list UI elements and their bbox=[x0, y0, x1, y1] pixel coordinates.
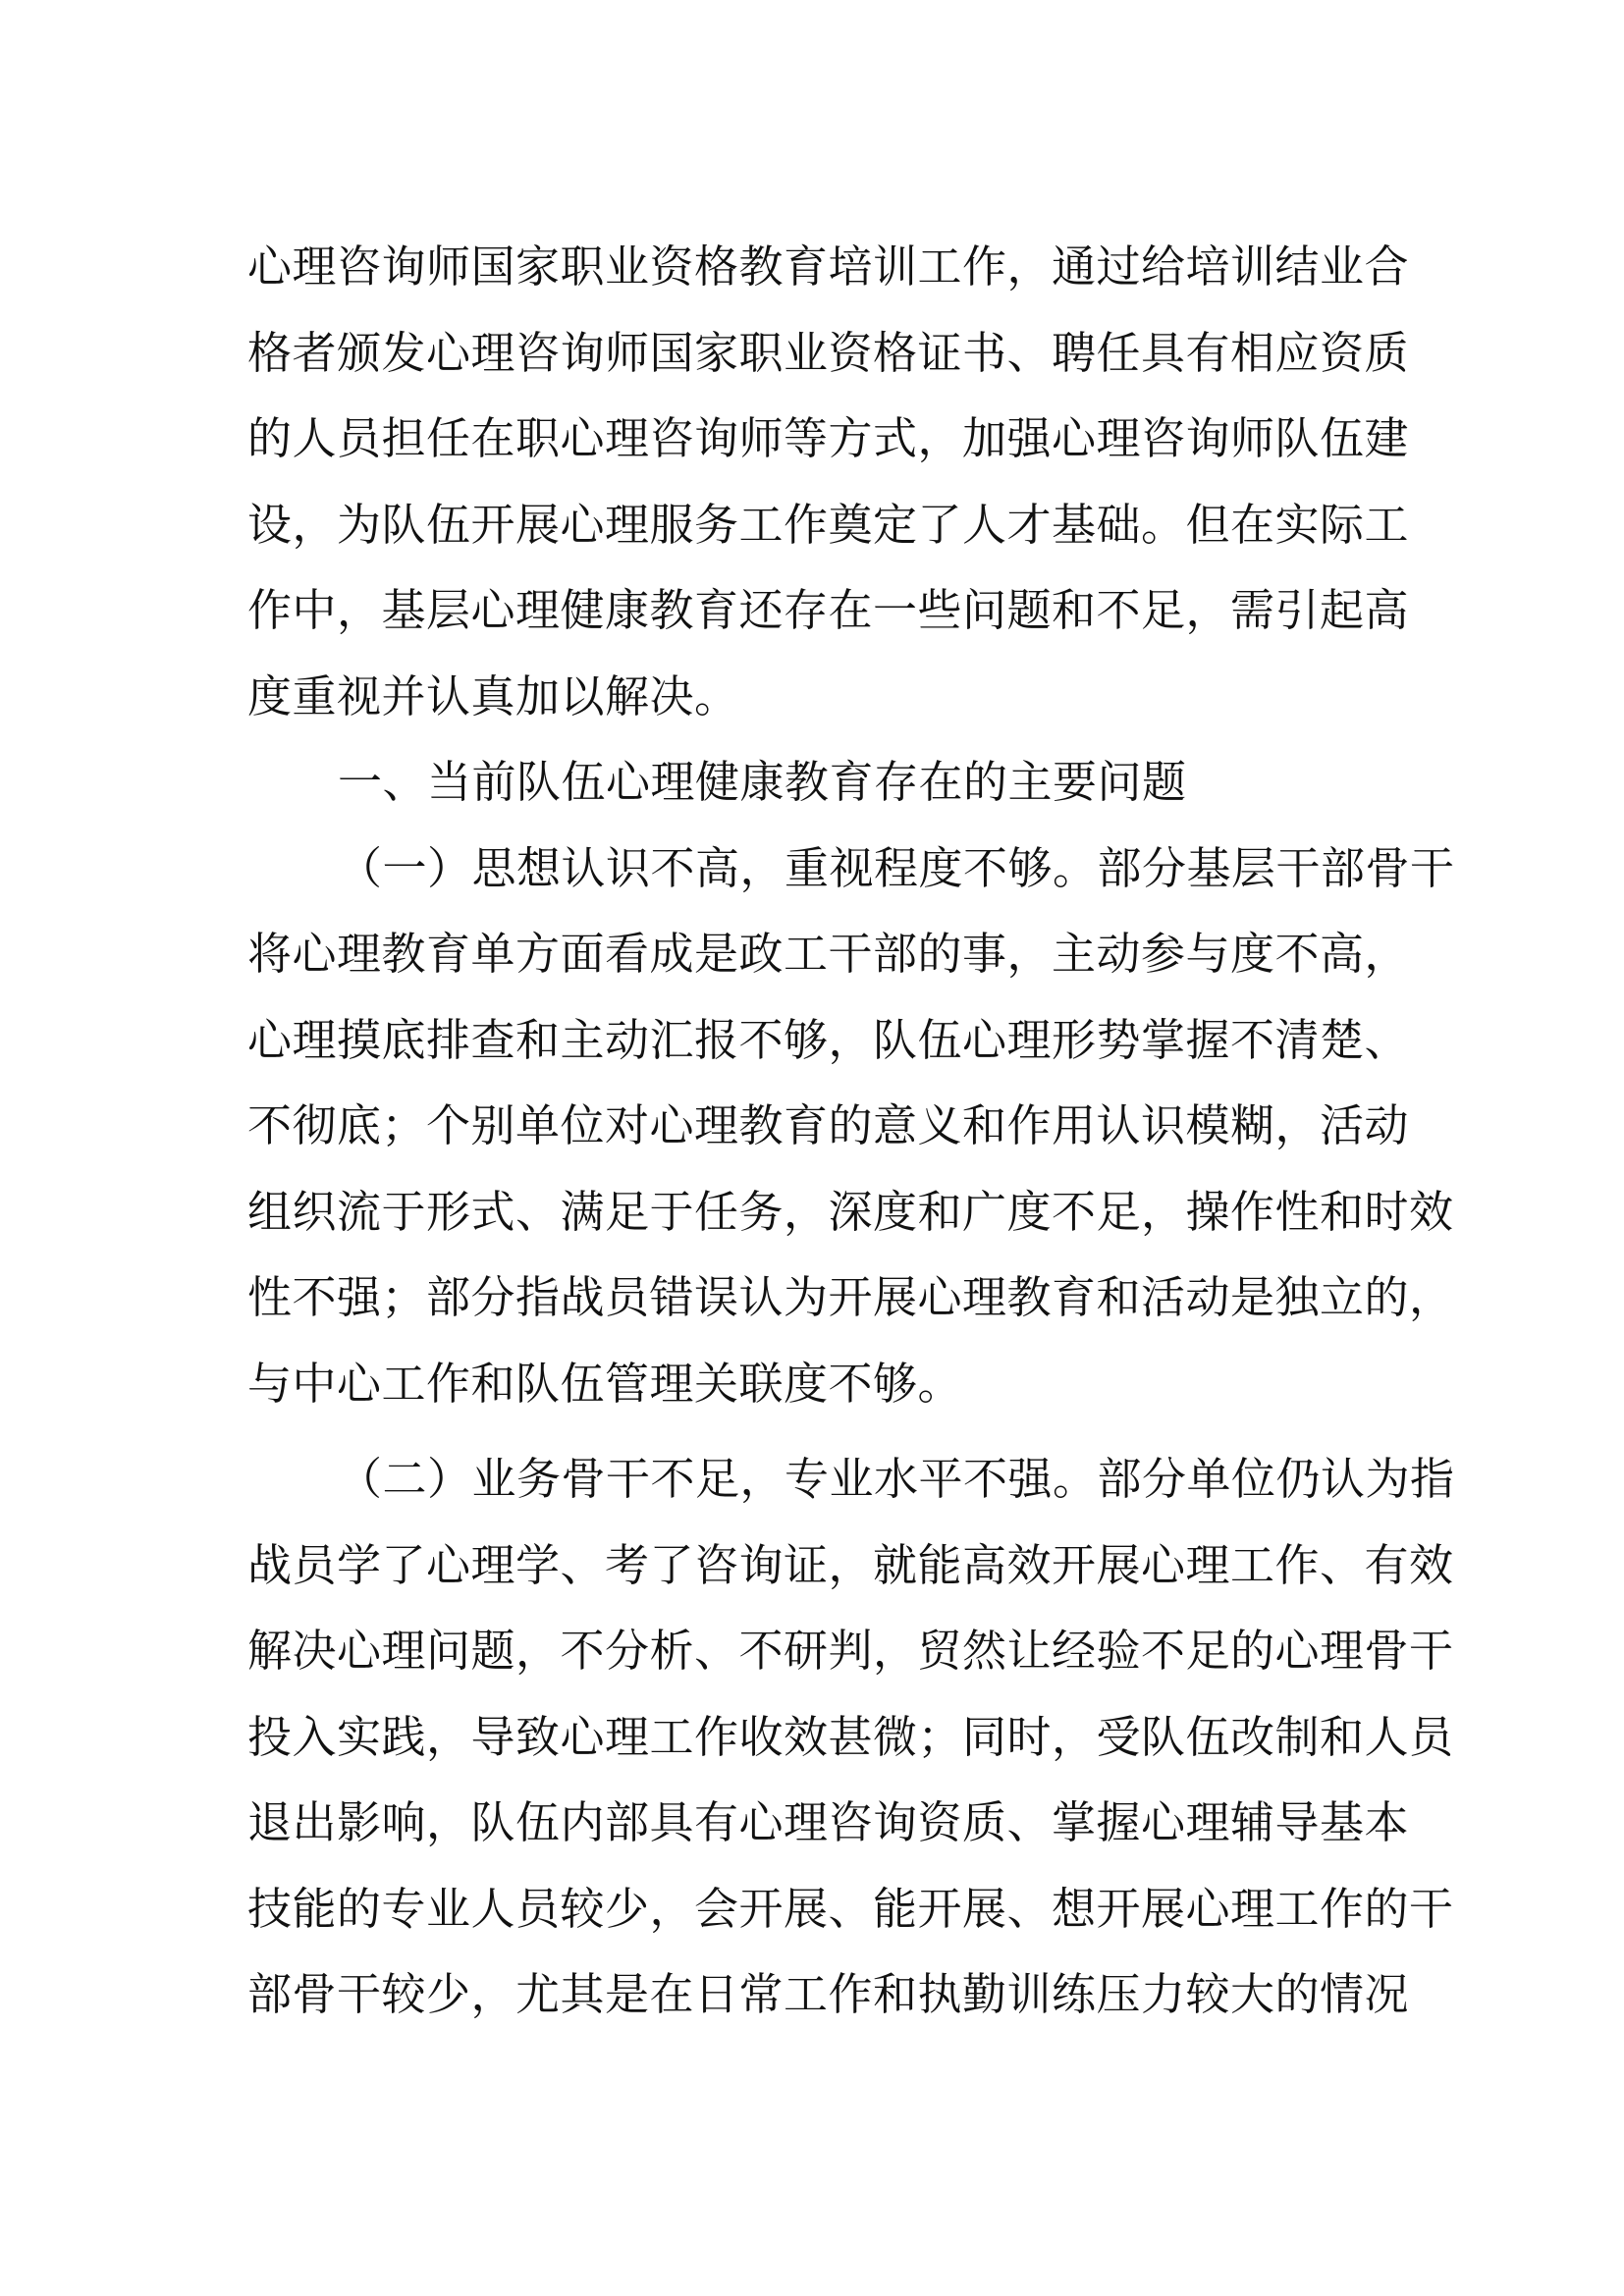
paragraph-line: 的人员担任在职心理咨询师等方式，加强心理咨询师队伍建 bbox=[247, 412, 1410, 464]
section-heading: 一、当前队伍心理健康教育存在的主要问题 bbox=[338, 756, 1187, 808]
paragraph-line: 技能的专业人员较少，会开展、能开展、想开展心理工作的干 bbox=[247, 1882, 1454, 1935]
paragraph-line: 将心理教育单方面看成是政工干部的事，主动参与度不高， bbox=[247, 928, 1410, 980]
paragraph-line: （二）业务骨干不足，专业水平不强。部分单位仍认为指 bbox=[338, 1453, 1455, 1505]
paragraph-line: 与中心工作和队伍管理关联度不够。 bbox=[247, 1357, 963, 1410]
paragraph-line: 不彻底；个别单位对心理教育的意义和作用认识模糊，活动 bbox=[247, 1099, 1410, 1151]
paragraph-line: 格者颁发心理咨询师国家职业资格证书、聘任具有相应资质 bbox=[247, 326, 1410, 379]
paragraph-line: 心理咨询师国家职业资格教育培训工作，通过给培训结业合 bbox=[247, 240, 1410, 293]
paragraph-line: 设，为队伍开展心理服务工作奠定了人才基础。但在实际工 bbox=[247, 498, 1410, 551]
paragraph-line: 度重视并认真加以解决。 bbox=[247, 669, 739, 722]
paragraph-line: 部骨干较少，尤其是在日常工作和执勤训练压力较大的情况 bbox=[247, 1968, 1410, 2020]
paragraph-line: 性不强；部分指战员错误认为开展心理教育和活动是独立的， bbox=[247, 1271, 1454, 1323]
paragraph-line: 组织流于形式、满足于任务，深度和广度不足，操作性和时效 bbox=[247, 1185, 1454, 1238]
paragraph-line: （一）思想认识不高，重视程度不够。部分基层干部骨干 bbox=[338, 841, 1455, 894]
paragraph-line: 退出影响，队伍内部具有心理咨询资质、掌握心理辅导基本 bbox=[247, 1796, 1410, 1848]
paragraph-line: 解决心理问题，不分析、不研判，贸然让经验不足的心理骨干 bbox=[247, 1625, 1454, 1677]
paragraph-spacer bbox=[247, 1426, 1416, 1436]
paragraph-line: 作中，基层心理健康教育还存在一些问题和不足，需引起高 bbox=[247, 584, 1410, 636]
paragraph-line: 心理摸底排查和主动汇报不够，队伍心理形势掌握不清楚、 bbox=[247, 1013, 1410, 1066]
paragraph-line: 投入实践，导致心理工作收效甚微；同时，受队伍改制和人员 bbox=[247, 1710, 1454, 1763]
paragraph-line: 战员学了心理学、考了咨询证，就能高效开展心理工作、有效 bbox=[247, 1538, 1454, 1591]
document-body bbox=[247, 224, 1455, 2038]
